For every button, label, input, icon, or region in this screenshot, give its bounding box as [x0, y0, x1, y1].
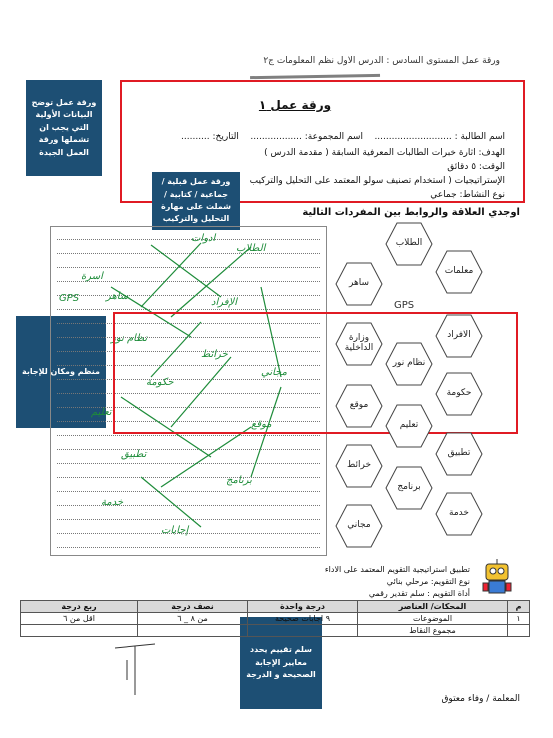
rubric-header-cell: نصف درجة [138, 601, 248, 613]
rubric-header-cell: المحكات/ العناصر [358, 601, 508, 613]
group-label: اسم المجموعة: [304, 132, 363, 142]
hexagon-cell [435, 248, 483, 296]
hexagon-label: تعليم [399, 420, 419, 431]
gps-label: GPS [394, 300, 415, 311]
table-row [21, 613, 530, 625]
hexagon-label: معلمات [444, 266, 474, 277]
rubric-header-row [21, 601, 530, 613]
table-row [21, 625, 530, 637]
instruction-text: اوجدي العلاقة والروابط بين المفردات التالية [302, 207, 520, 218]
hexagon-cell [435, 490, 483, 538]
hexagon-cell [385, 464, 433, 512]
evaluation-tool: أداة التقويم : سلم تقدير رقمي [368, 589, 470, 598]
student-dots: ........................... [374, 132, 452, 142]
hexagon-cell [335, 442, 383, 490]
hexagon-cell [385, 220, 433, 268]
hexagon-cell [335, 382, 383, 430]
hexagon-cell [335, 502, 383, 550]
hexagon-label: برنامج [397, 482, 421, 493]
hw-word: نظام نور [111, 333, 148, 344]
rubric-cell: ٩ اجابات صحيحة [248, 613, 358, 625]
callout-worksheet-info: ورقة عمل توضح البيانات الأولية التي يجب ان تشملها ورقة العمل الجيدة [26, 80, 102, 176]
callout-rubric: سلم تقييم يحدد معايير الإجابة الصحيحة و الدرجة [240, 617, 322, 709]
hw-word: خرائط [201, 349, 228, 360]
hexagon-label: خدمة [449, 508, 469, 519]
student-label: اسم الطالبة : [454, 132, 505, 142]
strategy-text: الإستراتيجيات ( استخدام تصنيف سولو المعتمد على التحليل والتركيب [249, 176, 505, 186]
rubric-cell [21, 625, 138, 637]
hw-word: ساهر [106, 291, 129, 302]
rubric-cell: مجموع النقاط [358, 625, 508, 637]
goal-text: الهدف: اثارة خبرات الطالبات المعرفية السابقة ( مقدمة الدرس ) [264, 148, 505, 158]
hexagon-cell [435, 370, 483, 418]
rubric-header-cell: ربع درجة [21, 601, 138, 613]
callout-answer-organizer: منظم ومكان للإجابة [16, 316, 106, 428]
rubric-header-cell: م [508, 601, 530, 613]
robot-icon [480, 558, 514, 598]
hexagon-cell [385, 340, 433, 388]
hw-word: برنامج [226, 475, 252, 486]
hexagon-cell [435, 312, 483, 360]
hw-word: تعليم [91, 407, 112, 418]
hexagon-label: الافراد [447, 330, 471, 341]
hw-word: تطبيق [121, 449, 147, 460]
date-dots: .......... [181, 132, 210, 142]
hexagon-label: ساهر [349, 278, 369, 289]
evaluation-strategy: تطبيق استراتيجية التقويم المعتمد على الاداء [324, 565, 470, 574]
rubric-header-cell: درجة واحدة [248, 601, 358, 613]
hexagon-cell [385, 402, 433, 450]
hw-word: GPS [59, 293, 80, 304]
student-info-row [125, 132, 505, 142]
hexagon-cell [435, 430, 483, 478]
worksheet-title: ورقة عمل ١ [258, 98, 332, 112]
hexagon-label: الطلاب [395, 238, 423, 249]
hw-word: مجاني [261, 367, 287, 378]
rubric-cell [508, 625, 530, 637]
hw-word: الإفراد [211, 297, 238, 308]
time-text: الوقت: ٥ دقائق [447, 162, 505, 172]
hexagon-label: موقع [349, 400, 369, 411]
hexagon-grid [325, 220, 495, 540]
hexagon-cell [335, 260, 383, 308]
handwritten-mark [115, 640, 155, 700]
evaluation-type: نوع التقويم: مرحلي بنائي [386, 577, 470, 586]
hexagon-cell [335, 320, 383, 368]
worksheet-header: ورقة عمل المستوى السادس : الدرس الاول نظم المعلومات ج٢ [263, 56, 500, 66]
hw-word: موقع [251, 419, 272, 430]
hw-word: خدمة [101, 497, 124, 508]
hexagon-label: خرائط [346, 460, 372, 471]
hw-word: الطلاب [236, 243, 266, 254]
hexagon-label: مجاني [347, 520, 371, 531]
rubric-cell: الموضوعات [358, 613, 508, 625]
group-dots: .................. [250, 132, 302, 142]
hw-word: ادوات [191, 233, 216, 244]
activity-type-text: نوع النشاط: جماعي [430, 190, 505, 200]
date-label: التاريخ: [212, 132, 239, 142]
rubric-cell [138, 625, 248, 637]
teacher-name: المعلمة / وفاء معتوق [441, 694, 520, 704]
rubric-cell: ١ [508, 613, 530, 625]
callout-worksheet-type: ورقة عمل قبلية / جماعية / كتابية / شملت على مهارة التحليل والتركيب [152, 172, 240, 230]
rubric-cell: اقل من ٦ [21, 613, 138, 625]
rubric-table [20, 600, 530, 637]
scribble-mark [250, 69, 380, 79]
rubric-cell [248, 625, 358, 637]
rubric-cell: من ٨ _ ٦ [138, 613, 248, 625]
hexagon-label: وزارة الداخلية [344, 333, 374, 353]
hw-word: إجابات [161, 525, 189, 536]
hw-word: حكومة [146, 377, 174, 388]
hexagon-label: تطبيق [447, 448, 471, 459]
hexagon-label: نظام نور [392, 358, 426, 369]
hw-word: اسرة [81, 271, 103, 282]
hexagon-label: حكومة [446, 388, 472, 399]
